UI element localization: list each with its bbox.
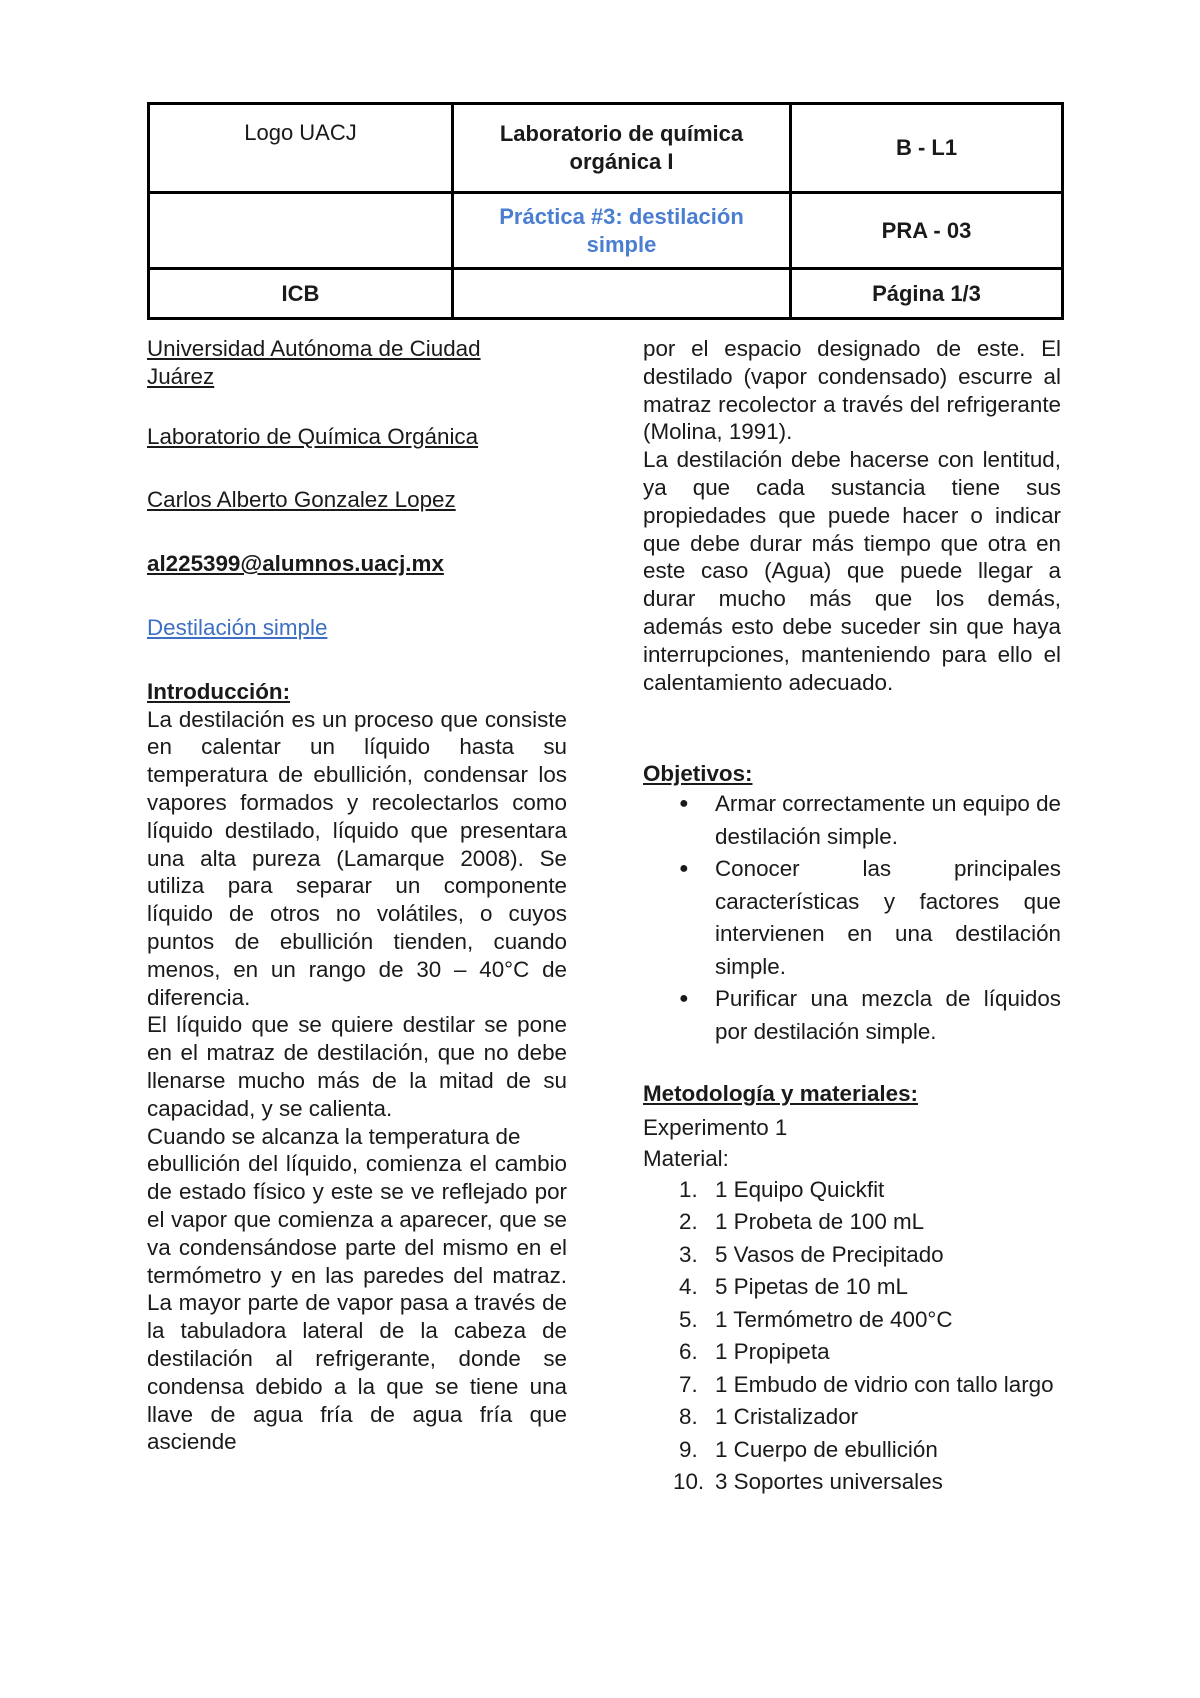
empty-cell [149,193,453,269]
methods-heading: Metodología y materiales: [643,1081,918,1107]
list-item: 8. 1 Cristalizador [679,1404,859,1430]
list-item: 9. 1 Cuerpo de ebullición [679,1436,938,1462]
author-name: Carlos Alberto Gonzalez Lopez [147,487,456,513]
intro-paragraph-4: por el espacio designado de este. El destilado (vapor condensado) escurre al matraz recolector a través del refrigerante (Molina, 1991). [643,336,1061,445]
author-email[interactable]: al225399@alumnos.uacj.mx [147,551,444,577]
bullet-icon: ● [679,795,689,813]
lab-title: Laboratorio de química orgánica I [453,104,791,193]
university-name: Universidad Autónoma de Ciudad Juárez [147,336,481,389]
right-column [643,335,1061,1499]
logo-placeholder: Logo UACJ [149,104,453,193]
header-table [147,102,1064,320]
bullet-icon: ● [679,990,689,1008]
intro-paragraph-5: La destilación debe hacerse con lentitud, ya que cada sustancia tiene sus propiedades que puede hacer o indicar que debe durar más tiempo que otra en este caso (Agua) que puede llegar a durar mucho más que los demás, además esto debe suceder sin que haya interrupciones, manteniendo para ello el calentamiento adecuado. [643,447,1061,695]
list-item: 3. 5 Vasos de Precipitado [679,1241,944,1267]
list-item: ● Purificar una mezcla de líquidos por destilación simple. [643,983,1061,1048]
list-item: 10. 3 Soportes universales [673,1469,943,1495]
experiment-label: Experimento 1 [643,1114,788,1140]
intro-paragraph-1: La destilación es un proceso que consiste en calentar un líquido hasta su temperatura de ebullición, condensar los vapores formados y recolectarlos como líquido destilado, líquido que presentara una alta pureza (Lamarque 2008). Se utiliza para separar un componente líquido de otros no volátiles, o cuyos puntos de ebullición tienden, cuando menos, en un rango de 30 – 40°C de diferencia. [147,706,567,1010]
objectives-heading: Objetivos: [643,761,753,787]
objectives-list [643,788,1061,1048]
materials-list [643,1174,1061,1499]
page-number: Página 1/3 [791,269,1063,319]
practice-code: PRA - 03 [791,193,1063,269]
bullet-icon: ● [679,860,689,878]
institute: ICB [149,269,453,319]
lab-name: Laboratorio de Química Orgánica [147,423,479,449]
list-item: 5. 1 Termómetro de 400°C [679,1306,953,1332]
list-item: 4. 5 Pipetas de 10 mL [679,1274,908,1300]
list-item: 6. 1 Propipeta [679,1339,830,1365]
empty-cell [453,269,791,319]
list-item: ● Conocer las principales características y factores que intervienen en una destilación simple. [643,853,1061,983]
list-item: 2. 1 Probeta de 100 mL [679,1209,925,1235]
intro-paragraph-3-first-line: Cuando se alcanza la temperatura de [147,1123,521,1149]
topic-link[interactable]: Destilación simple [147,614,328,640]
course-code: B - L1 [791,104,1063,193]
intro-heading: Introducción: [147,678,291,704]
material-label: Material: [643,1145,729,1171]
list-item: ● Armar correctamente un equipo de destilación simple. [643,788,1061,853]
practice-title: Práctica #3: destilación simple [453,193,791,269]
intro-paragraph-3: ebullición del líquido, comienza el cambio de estado físico y este se ve reflejado por el vapor que comienza a aparecer, que se va condensándose parte del mismo en el termómetro y en las paredes del matraz. La mayor parte de vapor pasa a través de la tabuladora lateral de la cabeza de destilación al refrigerante, donde se condensa debido a la que se tiene una llave de agua fría de agua fría que asciende [147,1151,567,1455]
intro-paragraph-2: El líquido que se quiere destilar se pone en el matraz de destilación, que no debe llenarse mucho más de la mitad de su capacidad, y se calienta. [147,1012,567,1121]
list-item: 7. 1 Embudo de vidrio con tallo largo [679,1371,1054,1397]
list-item: 1. 1 Equipo Quickfit [679,1176,885,1202]
left-column [147,335,567,1456]
